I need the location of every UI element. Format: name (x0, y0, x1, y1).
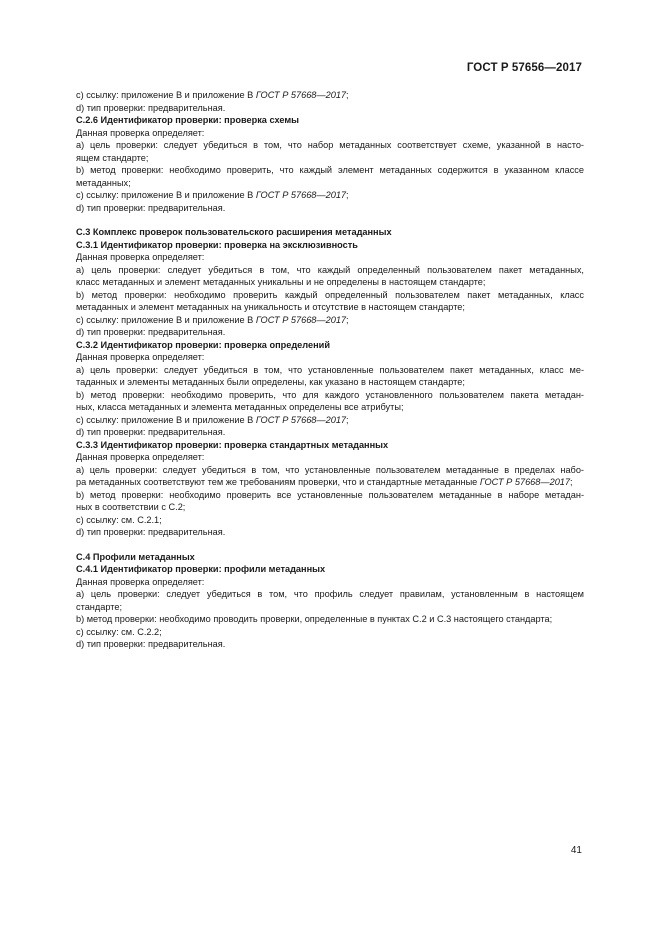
line-text: a) цель проверки: следует убедиться в том, что установленные пользователем метаданные в пределах набо- (76, 464, 584, 475)
continuation-line (76, 301, 584, 314)
paragraph-line (76, 264, 584, 277)
line-text: a) цель проверки: следует убедиться в том, что установленные пользователем пакет метаданных, класс ме- (76, 364, 584, 375)
line-text: d) тип проверки: предварительная. (76, 327, 226, 337)
continuation-line (76, 601, 584, 614)
paragraph-line (76, 638, 584, 651)
line-text: b) метод проверки: необходимо проводить проверки, определенные в пунктах С.2 и С.3 настоящего стандарта; (76, 614, 553, 624)
paragraph-line (76, 326, 584, 339)
line-text: a) цель проверки: следует убедиться в том, что набор метаданных соответствует схеме, указанной в насто- (76, 140, 584, 150)
subsection-heading (76, 339, 584, 352)
line-text: d) тип проверки: предварительная. (76, 427, 226, 437)
document-body (76, 89, 584, 651)
section-heading (76, 226, 584, 239)
line-text: ящем стандарте; (76, 152, 149, 163)
spacer (76, 539, 584, 545)
line-text: Данная проверка определяет: (76, 252, 205, 262)
line-text: С.4.1 Идентификатор проверки: профили метаданных (76, 564, 326, 574)
line-text: С.3.1 Идентификатор проверки: проверка на эксклюзивность (76, 239, 358, 250)
line-text: Данная проверка определяет: (76, 576, 205, 587)
paragraph-line (76, 139, 584, 152)
paragraph-line (76, 251, 584, 264)
line-text: b) метод проверки: необходимо проверить, что каждый элемент метаданных содержится в указанном классе (76, 165, 584, 175)
continuation-line (76, 401, 584, 414)
standard-reference: ГОСТ Р 57668—2017 (255, 90, 347, 100)
subsection-heading (76, 439, 584, 452)
line-text: ра метаданных соответствуют тем же требованиям проверки, что и стандартные метаданные (76, 477, 480, 487)
document-code-header: ГОСТ Р 57656—2017 (466, 62, 582, 74)
continuation-line (76, 476, 584, 489)
line-text: d) тип проверки: предварительная. (76, 102, 226, 113)
line-text: c) ссылку: приложение В и приложение В (76, 314, 256, 325)
line-text: a) цель проверки: следует убедиться в том, что профиль следует правилам, установленным в настоящем (76, 589, 584, 599)
line-text: Данная проверка определяет: (76, 127, 205, 138)
line-ending: ; (570, 477, 573, 487)
line-text: ных, класса метаданных и элемента метаданных определены все атрибуты; (76, 402, 404, 412)
subsection-heading (76, 563, 584, 576)
paragraph-line (76, 102, 584, 115)
paragraph-line (76, 464, 584, 477)
line-text: b) метод проверки: необходимо проверить все установленные пользователем метаданные в наборе метадан- (76, 489, 584, 500)
paragraph-line (76, 314, 584, 327)
standard-reference: ГОСТ Р 57668—2017 (255, 414, 347, 425)
line-text: метаданных и элемент метаданных на уникальность и отсутствие в настоящем стандарте; (76, 302, 465, 312)
line-text: d) тип проверки: предварительная. (76, 202, 226, 213)
paragraph-line (76, 514, 584, 527)
line-text: c) ссылку: см. С.2.2; (76, 626, 162, 637)
paragraph-line (76, 389, 584, 402)
section-heading (76, 551, 584, 564)
line-text: С.2.6 Идентификатор проверки: проверка схемы (76, 115, 299, 125)
page-number: 41 (570, 845, 582, 856)
paragraph-line (76, 202, 584, 215)
line-text: b) метод проверки: необходимо проверить, что для каждого установленного пользователем пакета метадан- (76, 389, 584, 400)
line-text: Данная проверка определяет: (76, 352, 205, 362)
line-ending: ; (346, 414, 349, 425)
paragraph-line (76, 127, 584, 140)
line-text: класс метаданных и элемент метаданных уникальны и не определены в настоящем стандарте; (76, 277, 486, 287)
line-ending: ; (346, 90, 349, 100)
subsection-heading (76, 114, 584, 127)
line-text: Данная проверка определяет: (76, 452, 205, 462)
line-text: c) ссылку: приложение В и приложение В (76, 414, 256, 425)
paragraph-line (76, 89, 584, 102)
paragraph-line (76, 414, 584, 427)
line-text: С.4 Профили метаданных (76, 551, 195, 562)
paragraph-line (76, 526, 584, 539)
paragraph-line (76, 576, 584, 589)
line-text: С.3 Комплекс проверок пользовательского расширения метаданных (76, 227, 392, 237)
paragraph-line (76, 351, 584, 364)
paragraph-line (76, 426, 584, 439)
standard-reference: ГОСТ Р 57668—2017 (255, 314, 347, 325)
paragraph-line (76, 489, 584, 502)
line-text: стандарте; (76, 601, 123, 612)
subsection-heading (76, 239, 584, 252)
line-text: d) тип проверки: предварительная. (76, 527, 226, 537)
line-text: С.3.3 Идентификатор проверки: проверка стандартных метаданных (76, 439, 389, 450)
line-text: a) цель проверки: следует убедиться в том, что каждый определенный пользователем пакет метаданных, (76, 264, 584, 275)
continuation-line (76, 276, 584, 289)
line-text: таданных и элементы метаданных были определены, как указано в настоящем стандарте; (76, 377, 465, 387)
line-text: b) метод проверки: необходимо проверить каждый определенный пользователем пакет метаданных, класс (76, 289, 584, 300)
line-text: ных в соответствии с С.2; (76, 502, 186, 512)
paragraph-line (76, 613, 584, 626)
paragraph-line (76, 588, 584, 601)
standard-reference: ГОСТ Р 57668—2017 (479, 477, 571, 487)
continuation-line (76, 152, 584, 165)
paragraph-line (76, 364, 584, 377)
continuation-line (76, 376, 584, 389)
paragraph-line (76, 164, 584, 177)
continuation-line (76, 177, 584, 190)
line-text: С.3.2 Идентификатор проверки: проверка определений (76, 339, 330, 350)
paragraph-line (76, 289, 584, 302)
spacer (76, 214, 584, 220)
line-text: c) ссылку: см. С.2.1; (76, 514, 162, 525)
paragraph-line (76, 626, 584, 639)
line-ending: ; (346, 190, 349, 200)
standard-reference: ГОСТ Р 57668—2017 (255, 190, 347, 200)
paragraph-line (76, 189, 584, 202)
line-text: c) ссылку: приложение В и приложение В (76, 190, 256, 200)
line-text: c) ссылку: приложение В и приложение В (76, 90, 256, 100)
line-ending: ; (346, 314, 349, 325)
continuation-line (76, 501, 584, 514)
line-text: d) тип проверки: предварительная. (76, 639, 226, 649)
paragraph-line (76, 451, 584, 464)
line-text: метаданных; (76, 177, 131, 188)
